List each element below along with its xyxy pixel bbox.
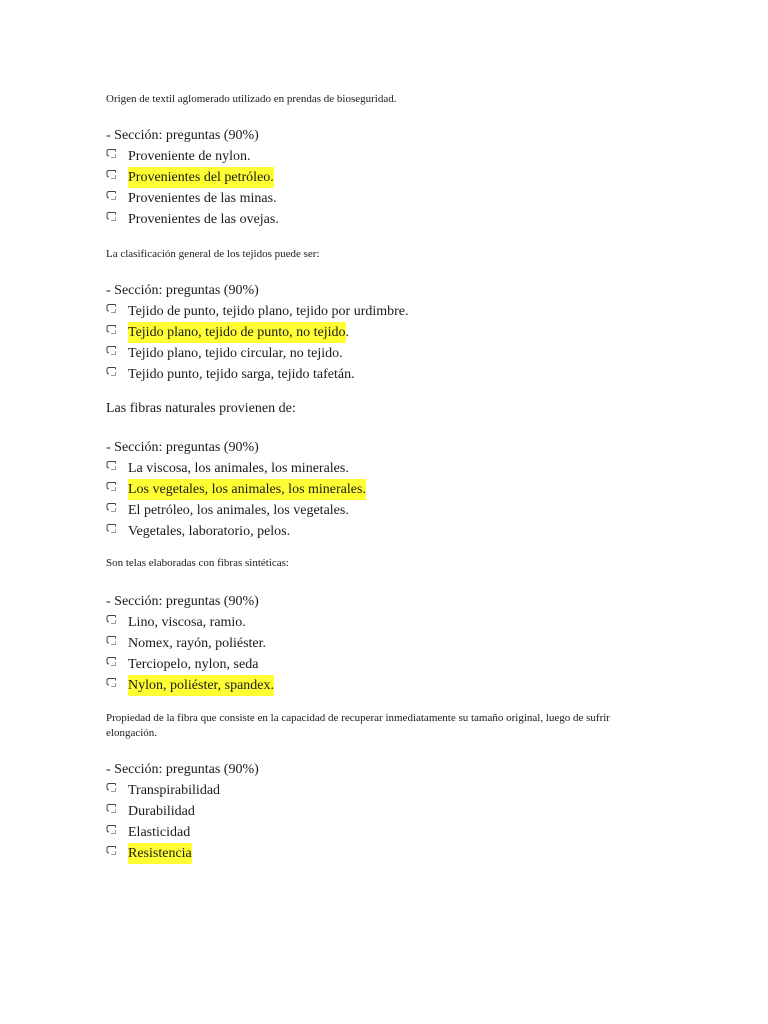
- question-block-2: [106, 247, 666, 385]
- option-item[interactable]: [106, 633, 666, 654]
- radio-button-icon[interactable]: [106, 782, 117, 793]
- option-label-highlighted: Tejido plano, tejido de punto, no tejido: [128, 322, 346, 343]
- option-label: Vegetales, laboratorio, pelos.: [128, 524, 291, 539]
- radio-button-icon[interactable]: [106, 523, 117, 534]
- option-label-suffix: .: [345, 325, 350, 340]
- option-label-highlighted: Resistencia: [128, 843, 192, 864]
- option-item[interactable]: [106, 364, 666, 385]
- option-item[interactable]: [106, 479, 666, 500]
- section-label: - Sección: preguntas (90%): [106, 440, 259, 455]
- radio-button-icon[interactable]: [106, 824, 117, 835]
- radio-button-icon[interactable]: [106, 460, 117, 471]
- option-label: El petróleo, los animales, los vegetales.: [128, 503, 349, 518]
- option-item[interactable]: [106, 780, 666, 801]
- option-label: Provenientes de las minas.: [128, 191, 277, 206]
- option-label: Nomex, rayón, poliéster.: [128, 636, 267, 651]
- option-item[interactable]: [106, 654, 666, 675]
- radio-button-icon[interactable]: [106, 481, 117, 492]
- option-label: Elasticidad: [128, 825, 191, 840]
- option-list: [106, 612, 666, 696]
- section-label: - Sección: preguntas (90%): [106, 762, 259, 777]
- option-item[interactable]: [106, 801, 666, 822]
- option-item[interactable]: [106, 188, 666, 209]
- option-label: Lino, viscosa, ramio.: [128, 615, 246, 630]
- question-block-3: [106, 400, 666, 542]
- option-list: [106, 458, 666, 542]
- question-text: Las fibras naturales provienen de:: [106, 401, 296, 416]
- option-item[interactable]: [106, 458, 666, 479]
- option-list: [106, 780, 666, 864]
- radio-button-icon[interactable]: [106, 803, 117, 814]
- option-label-highlighted: Nylon, poliéster, spandex.: [128, 675, 274, 696]
- radio-button-icon[interactable]: [106, 366, 117, 377]
- option-item[interactable]: [106, 322, 666, 343]
- option-label: Durabilidad: [128, 804, 195, 819]
- option-item[interactable]: [106, 843, 666, 864]
- option-label: Transpirabilidad: [128, 783, 221, 798]
- option-label-highlighted: Provenientes del petróleo.: [128, 167, 274, 188]
- radio-button-icon[interactable]: [106, 845, 117, 856]
- radio-button-icon[interactable]: [106, 677, 117, 688]
- radio-button-icon[interactable]: [106, 656, 117, 667]
- radio-button-icon[interactable]: [106, 614, 117, 625]
- section-label: - Sección: preguntas (90%): [106, 594, 259, 609]
- radio-button-icon[interactable]: [106, 169, 117, 180]
- option-item[interactable]: [106, 146, 666, 167]
- question-text: Propiedad de la fibra que consiste en la capacidad de recuperar inmediatamente su tamaño original, luego de sufrir elongación.: [106, 712, 610, 739]
- option-label: Proveniente de nylon.: [128, 149, 251, 164]
- option-item[interactable]: [106, 612, 666, 633]
- radio-button-icon[interactable]: [106, 345, 117, 356]
- option-label: Tejido punto, tejido sarga, tejido tafetán.: [128, 367, 355, 382]
- question-text: Son telas elaboradas con fibras sintéticas:: [106, 557, 289, 569]
- option-item[interactable]: [106, 675, 666, 696]
- question-block-1: [106, 92, 666, 230]
- option-item[interactable]: [106, 500, 666, 521]
- radio-button-icon[interactable]: [106, 148, 117, 159]
- option-item[interactable]: [106, 521, 666, 542]
- radio-button-icon[interactable]: [106, 324, 117, 335]
- option-label: La viscosa, los animales, los minerales.: [128, 461, 349, 476]
- option-item[interactable]: [106, 301, 666, 322]
- option-label: Provenientes de las ovejas.: [128, 212, 279, 227]
- radio-button-icon[interactable]: [106, 190, 117, 201]
- radio-button-icon[interactable]: [106, 303, 117, 314]
- option-item[interactable]: [106, 167, 666, 188]
- question-text: La clasificación general de los tejidos puede ser:: [106, 248, 320, 260]
- question-text: Origen de textil aglomerado utilizado en prendas de bioseguridad.: [106, 93, 397, 105]
- option-item[interactable]: [106, 343, 666, 364]
- option-label-highlighted: Los vegetales, los animales, los minerales.: [128, 479, 366, 500]
- option-label: Tejido de punto, tejido plano, tejido por urdimbre.: [128, 304, 409, 319]
- option-label: Tejido plano, tejido circular, no tejido.: [128, 346, 343, 361]
- section-label: - Sección: preguntas (90%): [106, 283, 259, 298]
- radio-button-icon[interactable]: [106, 502, 117, 513]
- section-label: - Sección: preguntas (90%): [106, 128, 259, 143]
- option-list: [106, 146, 666, 230]
- question-block-4: [106, 556, 666, 696]
- radio-button-icon[interactable]: [106, 211, 117, 222]
- radio-button-icon[interactable]: [106, 635, 117, 646]
- question-block-5: [106, 711, 666, 864]
- option-list: [106, 301, 666, 385]
- option-item[interactable]: [106, 209, 666, 230]
- option-label: Terciopelo, nylon, seda: [128, 657, 259, 672]
- option-item[interactable]: [106, 822, 666, 843]
